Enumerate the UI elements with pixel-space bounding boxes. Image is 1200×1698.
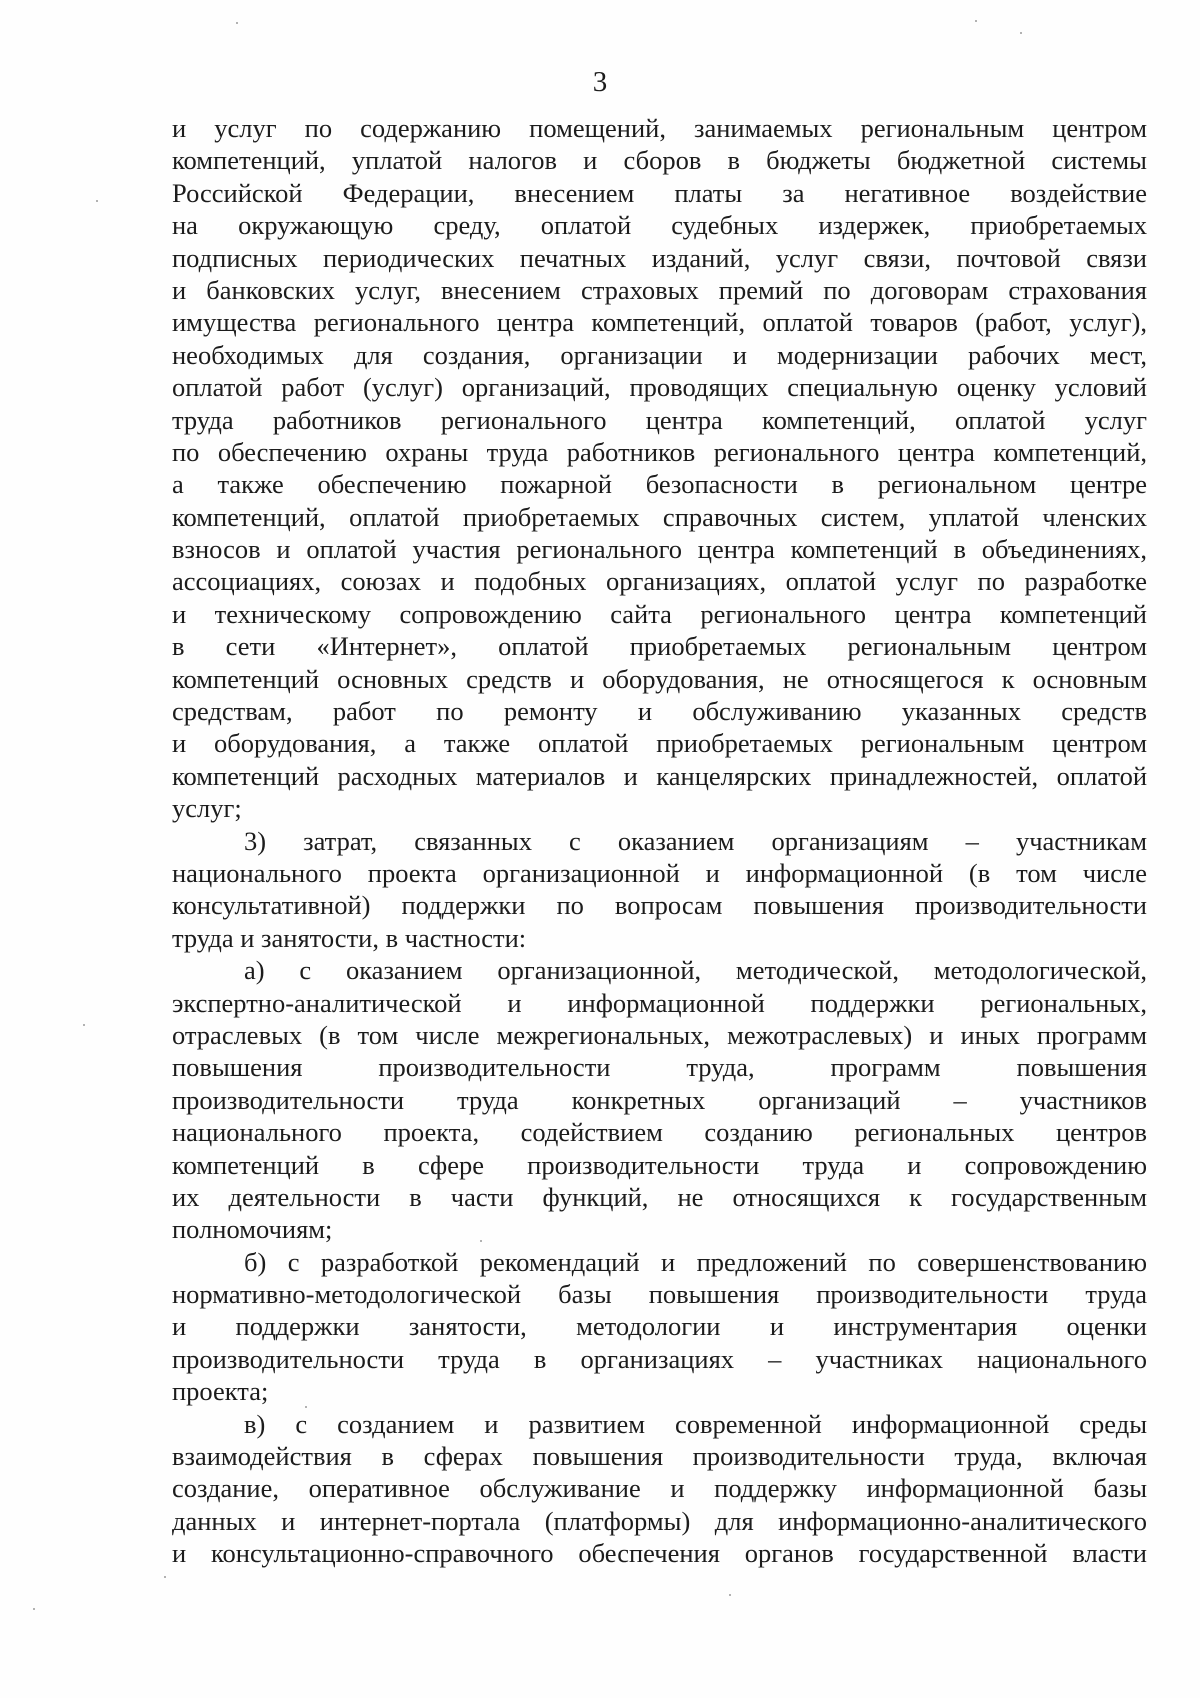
- paragraph-line: в) с созданием и развитием современной информационной среды: [244, 1408, 1147, 1439]
- paragraph-line: и поддержки занятости, методологии и инструментария оценки: [172, 1311, 1147, 1342]
- scan-speck: [729, 1594, 731, 1596]
- paragraph-line: подписных периодических печатных изданий, услуг связи, почтовой связи: [172, 242, 1147, 273]
- paragraph-line: а) с оказанием организационной, методической, методологической,: [244, 955, 1147, 986]
- paragraph-line: ассоциациях, союзах и подобных организациях, оплатой услуг по разработке: [172, 566, 1147, 597]
- paragraph-line: средствам, работ по ремонту и обслуживанию указанных средств: [172, 696, 1147, 727]
- paragraph-line: компетенций, уплатой налогов и сборов в бюджеты бюджетной системы: [172, 145, 1147, 176]
- paragraph-line: экспертно-аналитической и информационной поддержки региональных,: [172, 987, 1147, 1018]
- paragraph-line: проекта;: [172, 1376, 269, 1407]
- paragraph-line: и оборудования, а также оплатой приобретаемых региональным центром: [172, 728, 1147, 759]
- paragraph-line: национального проекта, содействием созданию региональных центров: [172, 1117, 1147, 1148]
- page-number: 3: [592, 66, 608, 98]
- scan-speck: [975, 20, 977, 22]
- paragraph-line: труда работников регионального центра компетенций, оплатой услуг: [172, 404, 1147, 435]
- paragraph-line: данных и интернет-портала (платформы) для информационно-аналитического: [172, 1505, 1147, 1536]
- paragraph-line: имущества регионального центра компетенций, оплатой товаров (работ, услуг),: [172, 307, 1147, 338]
- paragraph-line: на окружающую среду, оплатой судебных издержек, приобретаемых: [172, 210, 1147, 241]
- paragraph-line: и услуг по содержанию помещений, занимаемых региональным центром: [172, 113, 1147, 143]
- scan-speck: [305, 1406, 307, 1408]
- paragraph-line: Российской Федерации, внесением платы за негативное воздействие: [172, 177, 1147, 208]
- paragraph-line: и банковских услуг, внесением страховых премий по договорам страхования: [172, 274, 1147, 305]
- scan-speck: [164, 1576, 166, 1578]
- paragraph-line: услуг;: [172, 793, 242, 824]
- paragraph-line: труда и занятости, в частности:: [172, 922, 527, 953]
- paragraph-line: национального проекта организационной и информационной (в том числе: [172, 857, 1147, 888]
- paragraph-line: создание, оперативное обслуживание и поддержку информационной базы: [172, 1473, 1147, 1504]
- paragraph-line: отраслевых (в том числе межрегиональных, межотраслевых) и иных программ: [172, 1019, 1147, 1050]
- paragraph-line: и техническому сопровождению сайта регионального центра компетенций: [172, 598, 1147, 629]
- paragraph-line: производительности труда в организациях – участниках национального: [172, 1343, 1147, 1374]
- scan-speck: [236, 22, 238, 24]
- paragraph-line: необходимых для создания, организации и модернизации рабочих мест,: [172, 339, 1147, 370]
- paragraph-line: б) с разработкой рекомендаций и предложений по совершенствованию: [244, 1246, 1147, 1277]
- paragraph-line: компетенций расходных материалов и канцелярских принадлежностей, оплатой: [172, 760, 1147, 791]
- paragraph-line: оплатой работ (услуг) организаций, проводящих специальную оценку условий: [172, 372, 1147, 403]
- paragraph-line: 3) затрат, связанных с оказанием организациям – участникам: [244, 825, 1147, 856]
- paragraph-line: компетенций, оплатой приобретаемых справочных систем, уплатой членских: [172, 501, 1147, 532]
- paragraph-line: нормативно-методологической базы повышения производительности труда: [172, 1279, 1147, 1310]
- paragraph-line: консультативной) поддержки по вопросам повышения производительности: [172, 890, 1147, 921]
- paragraph-line: по обеспечению охраны труда работников регионального центра компетенций,: [172, 436, 1147, 467]
- paragraph-line: взаимодействия в сферах повышения производительности труда, включая: [172, 1441, 1147, 1472]
- scan-speck: [480, 1240, 482, 1242]
- paragraph-line: а также обеспечению пожарной безопасности в региональном центре: [172, 469, 1147, 500]
- paragraph-line: повышения производительности труда, программ повышения: [172, 1052, 1147, 1083]
- scan-speck: [1020, 32, 1022, 34]
- paragraph-line: полномочиям;: [172, 1214, 333, 1245]
- paragraph-line: и консультационно-справочного обеспечения органов государственной власти: [172, 1538, 1147, 1569]
- paragraph-line: взносов и оплатой участия регионального центра компетенций в объединениях,: [172, 534, 1147, 565]
- scan-speck: [83, 1024, 85, 1026]
- paragraph-line: компетенций основных средств и оборудования, не относящегося к основным: [172, 663, 1147, 694]
- paragraph-line: производительности труда конкретных организаций – участников: [172, 1084, 1147, 1115]
- paragraph-line: их деятельности в части функций, не относящихся к государственным: [172, 1181, 1147, 1212]
- paragraph-line: в сети «Интернет», оплатой приобретаемых региональным центром: [172, 631, 1147, 662]
- scan-speck: [96, 200, 98, 202]
- paragraph-line: компетенций в сфере производительности труда и сопровождению: [172, 1149, 1147, 1180]
- scan-speck: [33, 1608, 35, 1610]
- document-body: [172, 112, 1147, 1570]
